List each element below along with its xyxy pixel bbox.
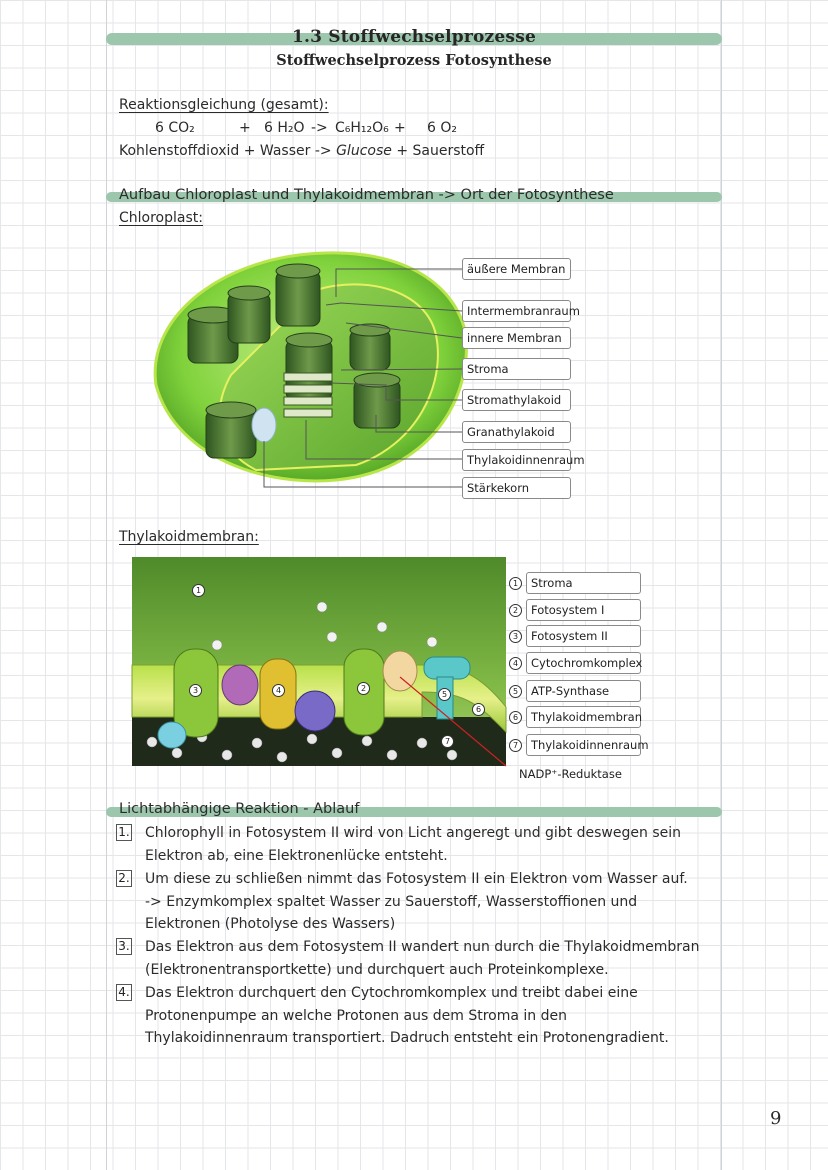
protein-cytochrome-a: [222, 665, 258, 705]
list-line: Das Elektron durchquert den Cytochromkomplex und treibt dabei eine: [145, 985, 638, 1001]
list-num-2: 2.: [116, 870, 132, 887]
legend-num-2: 2: [509, 604, 522, 617]
legend-label-6: Thylakoidmembran: [526, 706, 641, 728]
list-line: Protonenpumpe an welche Protonen aus dem Stroma in den: [145, 1007, 567, 1024]
legend-num-4: 4: [509, 657, 522, 670]
page-number: 9: [770, 1108, 782, 1129]
chloroplast-label-5: Stromathylakoid: [462, 389, 571, 411]
list-text-4: [145, 982, 716, 1050]
words-right: + Sauerstoff: [396, 143, 485, 159]
protein-plastocyanin: [158, 722, 186, 748]
chloroplast-label-8: Stärkekorn: [462, 477, 571, 499]
list-line: Thylakoidinnenraum transportiert. Dadruch entsteht ein Protonengradient.: [145, 1030, 669, 1046]
list-text-3: [145, 936, 716, 981]
granum-3: [276, 264, 320, 326]
page-title: 1.3 Stoffwechselprozesse: [291, 27, 536, 47]
thylakoid-mark-2: 2: [357, 682, 370, 695]
protein-cytochrome-c: [295, 691, 335, 731]
list-line: Elektronen (Photolyse des Wassers): [145, 916, 396, 932]
page-subtitle: Stoffwechselprozess Fotosynthese: [276, 52, 552, 69]
legend-num-6: 6: [509, 711, 522, 724]
words-glucose: Glucose: [336, 143, 392, 159]
chloroplast-label-4: Stroma: [462, 358, 571, 380]
thylakoid-subheading: Thylakoidmembran:: [119, 529, 259, 545]
thylakoid-mark-4: 4: [272, 684, 285, 697]
chloroplast-label-7: Thylakoidinnenraum: [462, 449, 571, 471]
light-reaction-heading: Lichtabhängige Reaktion - Ablauf: [119, 801, 360, 817]
chloroplast-subheading: Chloroplast:: [119, 210, 203, 226]
legend-label-2: Fotosystem I: [526, 599, 641, 621]
formula-arrow: ->: [311, 120, 328, 136]
legend-label-5: ATP-Synthase: [526, 680, 641, 702]
list-num-3: 3.: [116, 938, 132, 955]
list-line: Elektron ab, eine Elektronenlücke entsteht.: [145, 847, 448, 864]
legend-num-5: 5: [509, 685, 522, 698]
left-margin-line: [106, 0, 107, 1170]
equation-formula: [155, 120, 515, 140]
formula-co2: 6 CO₂: [155, 120, 195, 136]
list-line: (Elektronentransportkette) und durchquert auch Proteinkomplexe.: [145, 961, 609, 978]
formula-h2o: 6 H₂O: [264, 120, 305, 136]
right-margin-line: [721, 0, 722, 1170]
formula-glucose: C₆H₁₂O₆: [335, 120, 389, 136]
list-line: -> Enzymkomplex spaltet Wasser zu Sauerstoff, Wasserstoffionen und: [145, 893, 638, 910]
legend-num-7: 7: [509, 739, 522, 752]
nadp-reductase-label: NADP⁺-Reduktase: [519, 767, 622, 781]
granum-2: [228, 286, 270, 343]
chloroplast-label-3: innere Membran: [462, 327, 571, 349]
thylakoid-mark-5: 5: [438, 688, 451, 701]
granum-4: [206, 402, 256, 458]
list-num-4: 4.: [116, 984, 132, 1001]
thylakoid-mark-3: 3: [189, 684, 202, 697]
legend-num-3: 3: [509, 630, 522, 643]
thylakoid-mark-7: 7: [441, 735, 454, 748]
legend-label-7: Thylakoidinnenraum: [526, 734, 641, 756]
formula-plus-2: +: [394, 120, 406, 136]
legend-label-3: Fotosystem II: [526, 625, 641, 647]
words-left: Kohlenstoffdioxid + Wasser ->: [119, 143, 332, 159]
list-line: Das Elektron aus dem Fotosystem II wandert nun durch die Thylakoidmembran: [145, 939, 700, 955]
list-line: Um diese zu schließen nimmt das Fotosystem II ein Elektron vom Wasser auf.: [145, 871, 688, 887]
list-text-1: [145, 822, 716, 867]
chloroplast-label-2: Intermembranraum: [462, 300, 571, 322]
list-text-2: [145, 868, 716, 936]
granum-7: [350, 324, 390, 370]
protein-atp-synthase-head: [424, 657, 470, 679]
list-item-2: [116, 868, 716, 936]
legend-num-1: 1: [509, 577, 522, 590]
formula-o2: 6 O₂: [427, 120, 457, 136]
thylakoid-mark-6: 6: [472, 703, 485, 716]
list-item-3: [116, 936, 716, 981]
thylakoid-mark-1: 1: [192, 584, 205, 597]
formula-plus-1: +: [239, 120, 251, 136]
list-line: Chlorophyll in Fotosystem II wird von Licht angeregt und gibt deswegen sein: [145, 825, 681, 841]
list-item-4: [116, 982, 716, 1050]
chloroplast-label-6: Granathylakoid: [462, 421, 571, 443]
equation-words: [119, 143, 484, 159]
legend-label-4: Cytochromkomplex: [526, 652, 641, 674]
protein-nadp-reductase: [383, 651, 417, 691]
starch-grain: [252, 408, 276, 442]
list-item-1: [116, 822, 716, 867]
chloroplast-section-heading: Aufbau Chloroplast und Thylakoidmembran -> Ort der Fotosynthese: [119, 187, 614, 203]
legend-label-1: Stroma: [526, 572, 641, 594]
equation-heading: Reaktionsgleichung (gesamt):: [119, 97, 329, 113]
chloroplast-label-1: äußere Membran: [462, 258, 571, 280]
list-num-1: 1.: [116, 824, 132, 841]
